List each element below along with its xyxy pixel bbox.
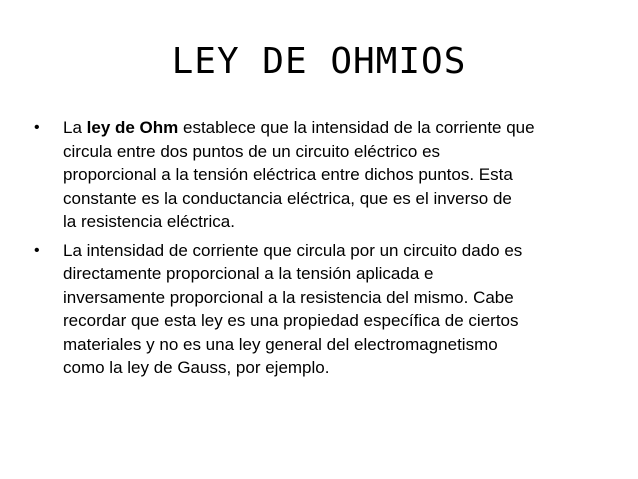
bullet-line: inversamente proporcional a la resistencia del mismo. Cabe	[63, 287, 514, 307]
bullet-line: proporcional a la tensión eléctrica entre dichos puntos. Esta	[63, 165, 513, 184]
bold-term: ley de Ohm	[86, 118, 179, 137]
bullet-line: La intensidad de corriente que circula por un circuito dado es	[63, 240, 523, 260]
bullet-text-2	[63, 239, 610, 380]
bullet-item-1	[30, 116, 610, 234]
bullet-icon: •	[34, 119, 40, 136]
bullet-line: recordar que esta ley es una propiedad específica de ciertos	[63, 311, 519, 330]
bullet-line: directamente proporcional a la tensión aplicada e	[63, 264, 434, 283]
text-run: La	[63, 118, 87, 137]
bullet-icon: •	[34, 241, 40, 259]
bullet-text-1	[63, 116, 610, 234]
bullet-line: circula entre dos puntos de un circuito eléctrico es	[63, 141, 441, 161]
bullet-line: la resistencia eléctrica.	[63, 212, 235, 231]
bullet-item-2	[30, 239, 610, 380]
bullet-line	[63, 116, 610, 140]
bullet-line: como la ley de Gauss, por ejemplo.	[63, 358, 330, 377]
bullet-line: materiales y no es una ley general del electromagnetismo	[63, 334, 498, 354]
slide-title: LEY DE OHMIOS	[171, 41, 467, 82]
bullet-line: constante es la conductancia eléctrica, que es el inverso de	[63, 188, 512, 208]
bullet-list	[30, 116, 610, 385]
text-run: establece que la intensidad de la corriente que	[178, 118, 535, 137]
